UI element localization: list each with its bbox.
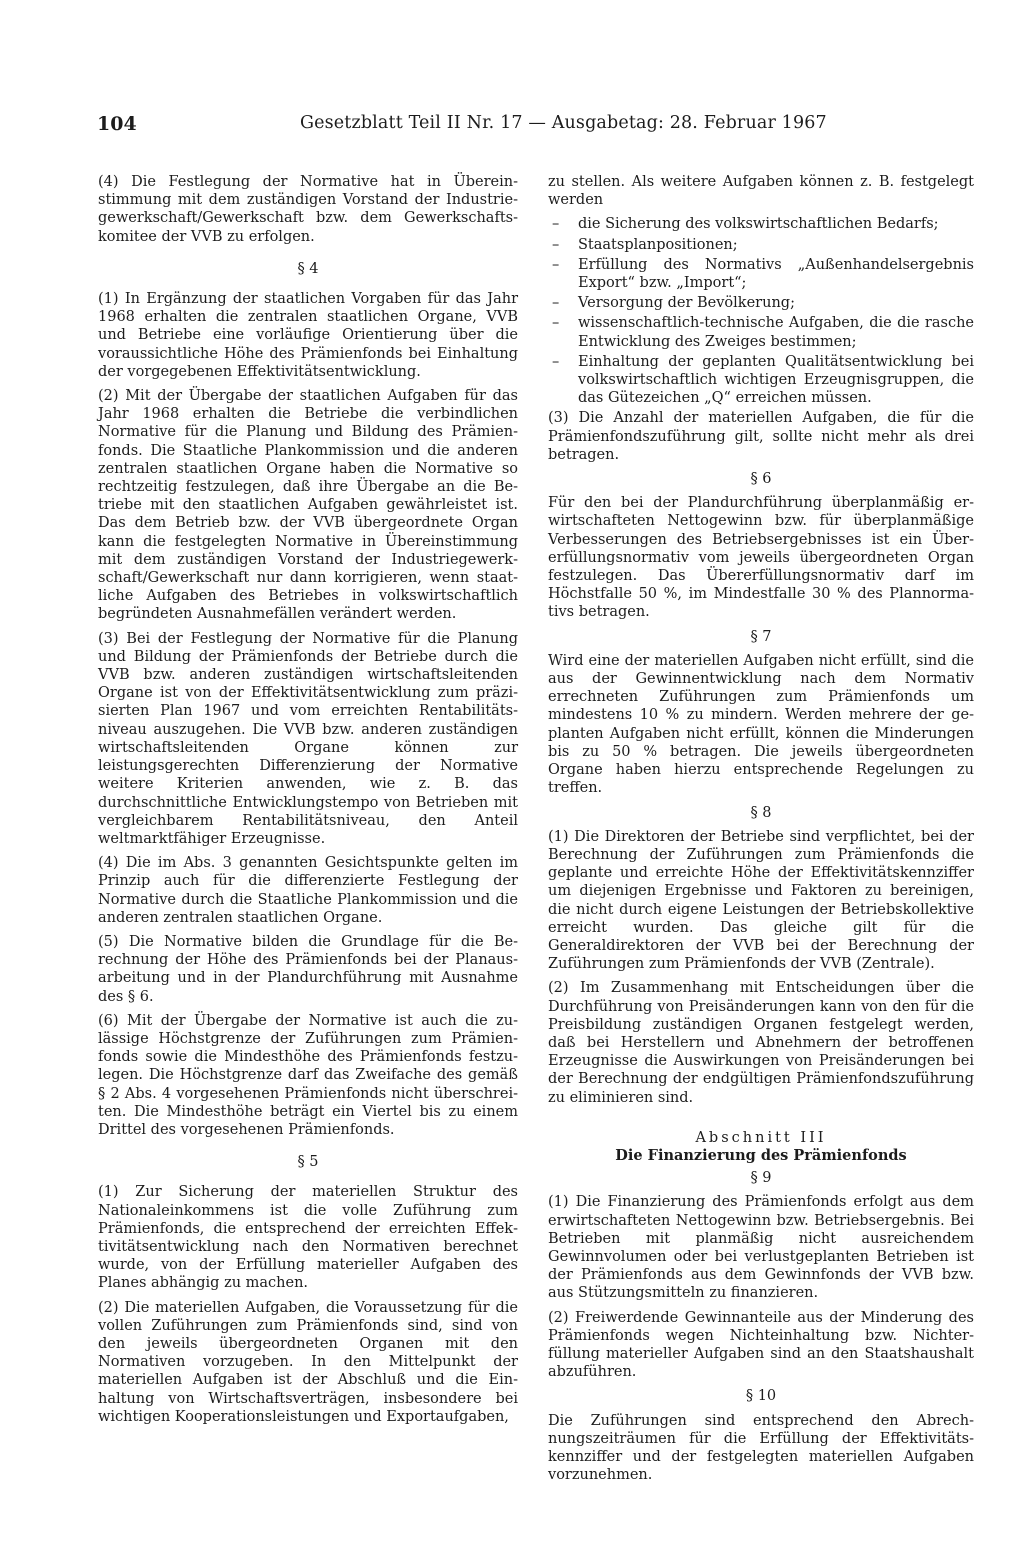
section-heading-10: § 10: [745, 1388, 777, 1405]
task-list: [548, 215, 974, 407]
paragraph: (6) Mit der Übergabe der Normative ist auch die zulässige Höchstgrenze der Zuführungen zum Prämienfonds sowie die Mindesthöhe des Prämienfonds festzulegen. Die Höchstgrenze darf das Zweifache des gemäß § 2 Abs. 4 vorgesehenen Prämienfonds nicht überschreiten. Die Mindesthöhe beträgt ein Viertel bis zu einem Drittel des vorgesehenen Prämienfonds.: [98, 1012, 518, 1138]
paragraph: (2) Die materiellen Aufgaben, die Voraussetzung für die vollen Zuführungen zum Prämienfonds sind, sind von den jeweils übergeordneten Organen mit den Normativen vorzugeben. In den Mittelpunkt der materiellen Aufgaben ist der Abschluß und die Einhaltung von Wirtschaftsverträgen, insbesondere bei wichtigen Kooperationsleistungen und Exportaufgaben,: [98, 1299, 518, 1425]
section-heading-8: § 8: [750, 804, 772, 821]
list-item: – Erfüllung des Normativs „Außenhandelsergebnis Export“ bzw. „Import“;: [548, 256, 974, 292]
abschnitt-title: Die Finanzierung des Prämienfonds: [615, 1146, 907, 1164]
paragraph: Wird eine der materiellen Aufgaben nicht erfüllt, sind die aus der Gewinnentwicklung nach dem Normativ errechneten Zuführungen zum Prämienfonds um mindestens 10 % zu mindern. Werden mehrere der geplanten Aufgaben nicht erfüllt, können die Minderungen bis zu 50 % betragen. Die jeweils übergeordneten Organe haben hierzu entsprechende Regelungen zu treffen.: [548, 652, 974, 797]
section-heading-7: § 7: [750, 628, 772, 645]
paragraph: (2) Freiwerdende Gewinnanteile aus der Minderung des Prämienfonds wegen Nichteinhaltung bzw. Nichterfüllung materieller Aufgaben sind an den Staatshaushalt abzuführen.: [548, 1309, 974, 1381]
paragraph: Für den bei der Plandurchführung überplanmäßig erwirtschafteten Nettogewinn bzw. für überplanmäßige Verbesserungen des Betriebsergebnisses ist ein Übererfüllungsnormativ vom jeweils übergeordneten Organ festzulegen. Das Übererfüllungsnormativ darf im Höchstfalle 50 %, im Mindestfalle 30 % des Plannormativs betragen.: [548, 495, 974, 621]
paragraph: (2) Im Zusammenhang mit Entscheidungen über die Durchführung von Preisänderungen kann von den für die Preisbildung zuständigen Organen festgelegt werden, daß bei Herstellern und Abnehmern der betroffenen Erzeugnisse die Auswirkungen von Preisänderungen bei der Berechnung der endgültigen Prämienfondszuführung zu eliminieren sind.: [548, 980, 974, 1106]
right-column: [548, 173, 974, 1490]
list-item: – die Sicherung des volkswirtschaftlichen Bedarfs;: [548, 215, 974, 233]
section-heading-5: § 5: [297, 1154, 319, 1171]
page-number: 104: [97, 113, 137, 135]
section-heading-6: § 6: [750, 471, 772, 488]
list-item: – Einhaltung der geplanten Qualitätsentwicklung bei volkswirtschaftlich wichtigen Erzeugnisgruppen, die das Gütezeichen „Q“ erreichen müssen.: [548, 353, 974, 408]
paragraph: (3) Bei der Festlegung der Normative für die Planung und Bildung der Prämienfonds der Betriebe durch die VVB bzw. anderen zuständigen wirtschaftsleitenden Organe ist von der Effektivitätsentwicklung zum präzisierten Plan 1967 und vom erreichten Rentabilitätsniveau auszugehen. Die VVB bzw. anderen zuständigen wirtschaftsleitenden Organe können zur leistungsgerechten Differenzierung der Normative weitere Kriterien anwenden, wie z. B. das durchschnittliche Entwicklungstempo von Betrieben mit vergleichbarem Rentabilitätsniveau, den Anteil weltmarktfähiger Erzeugnisse.: [98, 630, 518, 847]
section-heading-4: § 4: [297, 260, 319, 277]
paragraph: (2) Mit der Übergabe der staatlichen Aufgaben für das Jahr 1968 erhalten die Betriebe die verbindlichen Normative für die Planung und Bildung des Prämienfonds. Die Staatliche Plankommission und die anderen zentralen staatlichen Organe haben die Normative so rechtzeitig festzulegen, daß ihre Übergabe an die Betriebe mit den staatlichen Aufgaben gewährleistet ist. Das dem Betrieb bzw. der VVB übergeordnete Organ kann die festgelegten Normative in Übereinstimmung mit dem zuständigen Vorstand der Industriegewerkschaft/Gewerkschaft nur dann korrigieren, wenn staatliche Aufgaben des Betriebes in volkswirtschaftlich begründeten Ausnahmefällen verändert werden.: [98, 388, 518, 623]
paragraph: (1) In Ergänzung der staatlichen Vorgaben für das Jahr 1968 erhalten die zentralen staatlichen Organe, VVB und Betriebe eine vorläufige Orientierung über die voraussichtliche Höhe des Prämienfonds bei Einhaltung der vorgegebenen Effektivitätsentwicklung.: [98, 291, 518, 380]
paragraph: (3) Die Anzahl der materiellen Aufgaben, die für die Prämienfondszuführung gilt, sollte nicht mehr als drei betragen.: [548, 410, 974, 463]
list-item: – Versorgung der Bevölkerung;: [548, 294, 974, 312]
left-column: [98, 173, 518, 1432]
paragraph: zu stellen. Als weitere Aufgaben können z. B. festgelegt werden: [548, 174, 974, 209]
section-heading-9: § 9: [750, 1170, 772, 1187]
list-item: – wissenschaftlich-technische Aufgaben, die die rasche Entwicklung des Zweiges bestimmen;: [548, 314, 974, 350]
paragraph: (5) Die Normative bilden die Grundlage für die Berechnung der Höhe des Prämienfonds bei der Planausarbeitung und in der Plandurchführung mit Ausnahme des § 6.: [98, 933, 518, 1005]
paragraph: (4) Die Festlegung der Normative hat in Übereinstimmung mit dem zuständigen Vorstand der Industriegewerkschaft/Gewerkschaft bzw. dem Gewerkschaftskomitee der VVB zu erfolgen.: [98, 174, 518, 245]
abschnitt-label: Abschnitt III: [695, 1129, 827, 1146]
running-head: Gesetzblatt Teil II Nr. 17 — Ausgabetag: 28. Februar 1967: [300, 113, 827, 133]
paragraph: Die Zuführungen sind entsprechend den Abrechnungszeiträumen für die Erfüllung der Effektivitätskennziffer und der festgelegten materiellen Aufgaben vorzunehmen.: [548, 1412, 974, 1484]
list-item: – Staatsplanpositionen;: [548, 236, 974, 254]
paragraph: (4) Die im Abs. 3 genannten Gesichtspunkte gelten im Prinzip auch für die differenzierte Festlegung der Normative durch die Staatliche Plankommission und die anderen zentralen staatlichen Organe.: [98, 855, 518, 926]
paragraph: (1) Zur Sicherung der materiellen Struktur des Nationaleinkommens ist die volle Zuführung zum Prämienfonds, die entsprechend der erreichten Effektivitätsentwicklung nach den Normativen berechnet wurde, von der Erfüllung materieller Aufgaben des Planes abhängig zu machen.: [98, 1184, 518, 1292]
page-header: [0, 113, 1024, 143]
paragraph: (1) Die Direktoren der Betriebe sind verpflichtet, bei der Berechnung der Zuführungen zum Prämienfonds die geplante und erreichte Höhe der Effektivitätskennziffer um diejenigen Ergebnisse und Faktoren zu bereinigen, die nicht durch eigene Leistungen der Betriebskollektive erreicht wurden. Das gleiche gilt für die Generaldirektoren der VVB bei der Berechnung der Zuführungen zum Prämienfonds der VVB (Zentrale).: [548, 828, 974, 973]
paragraph: (1) Die Finanzierung des Prämienfonds erfolgt aus dem erwirtschafteten Nettogewinn bzw. Betriebsergebnis. Bei Betrieben mit planmäßig nicht ausreichendem Gewinnvolumen oder bei verlustgeplanten Betrieben ist der Prämienfonds aus dem Gewinnfonds der VVB bzw. aus Stützungsmitteln zu finanzieren.: [548, 1194, 974, 1302]
